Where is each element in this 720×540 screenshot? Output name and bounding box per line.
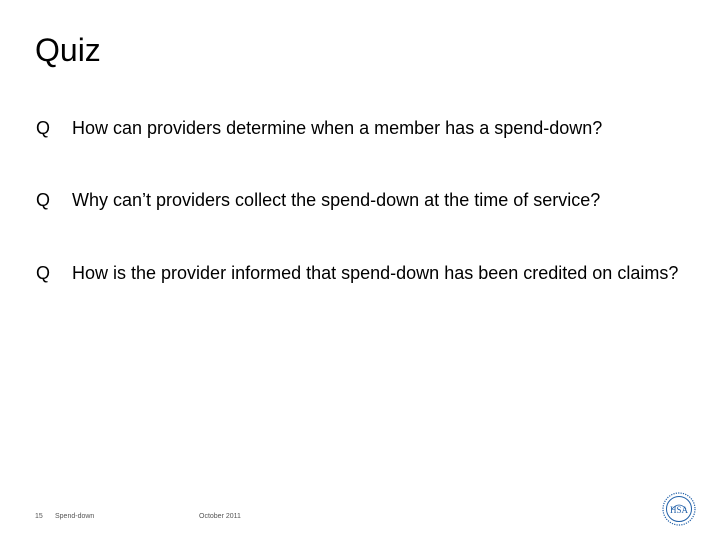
logo-text: HSA [669,505,689,515]
question-marker: Q [36,118,51,138]
question-marker: Q [36,190,51,210]
slide-title: Quiz [35,32,101,68]
seal-logo-icon [662,492,696,526]
question-text: How can providers determine when a member has a spend-down? [72,118,603,138]
question-1 [36,116,686,140]
question-text: How is the provider informed that spend-down has been credited on claims? [72,263,679,283]
footer-page-number: 15 [35,513,43,520]
question-3 [36,261,686,285]
footer-date: October 2011 [199,513,241,520]
footer-topic: Spend-down [55,513,95,520]
question-marker: Q [36,263,51,283]
question-2 [36,188,686,212]
question-text: Why can’t providers collect the spend-down at the time of service? [72,190,601,210]
